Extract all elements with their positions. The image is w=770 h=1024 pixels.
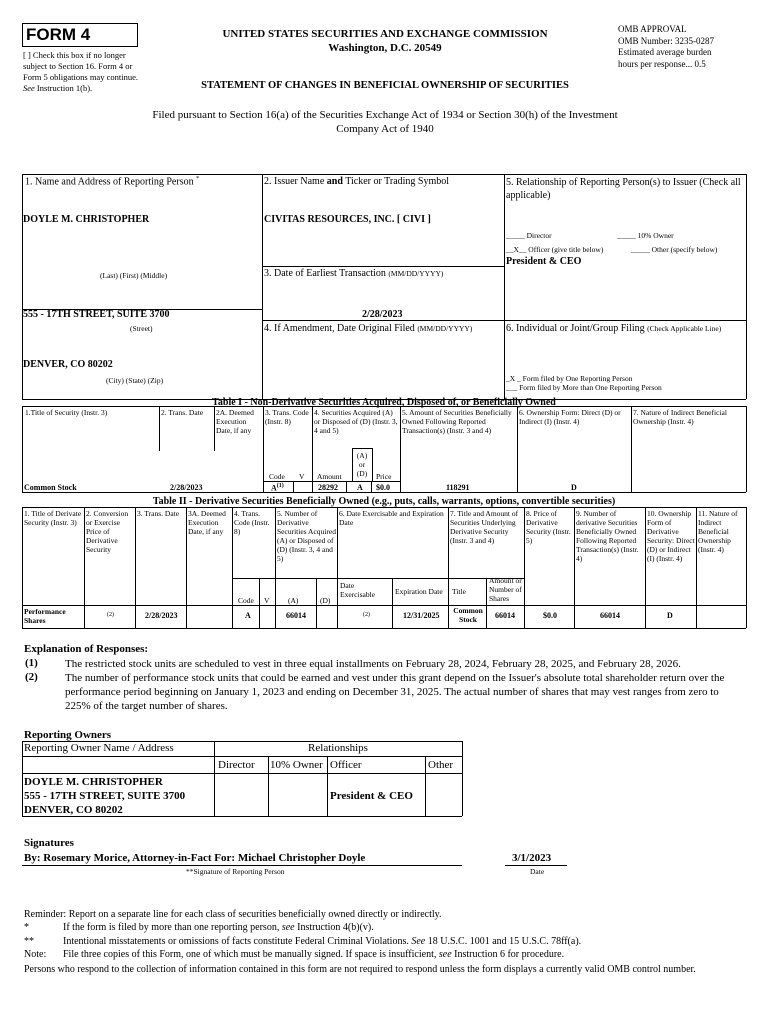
reminder-star-text: If the form is filed by more than one reporting person, see Instruction 4(b)(v). [63,922,374,933]
reporting-person-street: 555 - 17TH STREET, SUITE 3700 [23,309,170,320]
agency-name: UNITED STATES SECURITIES AND EXCHANGE COMMISSION Washington, D.C. 20549 [222,28,548,54]
t1-form: D [571,483,577,492]
one-person-option[interactable]: _X _ Form filed by One Reporting Person [506,374,633,383]
reporting-person-label: 1. Name and Address of Reporting Person * [25,176,200,188]
t2-h-form: 10. Ownership Form of Derivative Security: Direct (D) or Indirect (I) (Instr. 4) [647,509,695,563]
form-title: FORM 4 [26,25,91,44]
t2-conv: (2) [107,612,114,618]
t2-h-owned: 9. Number of derivative Securities Beneficially Owned Following Reported Transaction(s) (Instr. 4) [576,509,639,563]
t1-date: 2/28/2023 [170,483,203,492]
issuer-name: CIVITAS RESOURCES, INC. [ CIVI ] [264,214,431,225]
other-checkbox[interactable]: _____ Other (specify below) [631,245,718,254]
t2-h-exp-sub: Expiration Date [395,587,443,596]
reporting-person-name: DOYLE M. CHRISTOPHER [23,214,150,225]
city-caption: (City) (State) (Zip) [106,376,164,385]
table1-title: Table I - Non-Derivative Securities Acquired, Disposed of, or Beneficially Owned [212,397,556,408]
t2-amount: 66014 [495,611,515,620]
t1-h-code-sub: Code [269,472,285,481]
t2-code: A [245,611,251,620]
t2-h-code: 4. Trans. Code (Instr. 8) [234,509,270,536]
t2-h-a-sub: (A) [288,596,299,605]
owners-col-rel: Relationships [308,742,368,754]
reporting-person-city: DENVER, CO 80202 [23,359,113,370]
owners-col-other: Other [428,759,454,771]
earliest-transaction-label: 3. Date of Earliest Transaction (MM/DD/YYYY) [264,268,444,279]
t1-price: $0.0 [376,483,390,492]
t2-price: $0.0 [543,611,557,620]
t2-form: D [667,611,673,620]
t2-owned: 66014 [600,611,620,620]
owners-heading: Reporting Owners [24,729,112,741]
t2-h-nature: 11. Nature of Indirect Beneficial Ownership (Instr. 4) [698,509,738,554]
t2-a: 66014 [286,611,306,620]
t1-amount: 28292 [318,483,338,492]
signature-by: By: Rosemary Morice, Attorney-in-Fact For: Michael Christopher Doyle [24,852,366,864]
relationship-label: 5. Relationship of Reporting Person(s) to Issuer (Check all applicable) [506,177,741,201]
t1-h-owned: 5. Amount of Securities Beneficially Owned Following Reported Transaction(s) (Instr. 3 and 4) [402,408,512,435]
t2-h-number: 5. Number of Derivative Securities Acquired (A) or Disposed of (D) (Instr. 3, 4 and 5) [277,509,336,563]
t2-exp: 12/31/2025 [403,611,440,620]
statement-title: STATEMENT OF CHANGES IN BENEFICIAL OWNERSHIP OF SECURITIES [201,80,569,91]
t2-h-deemed: 3A. Deemed Execution Date, if any [188,509,226,536]
omb-approval: OMB APPROVAL OMB Number: 3235-0287 Estimated average burden hours per response... 0.5 [618,24,714,69]
officer-checkbox[interactable]: __X__ Officer (give title below) [506,245,604,254]
owners-col-ten: 10% Owner [270,759,323,771]
footnote-2-num: (2) [25,671,38,683]
t2-dateex: (2) [363,612,370,618]
reminder-omb-notice: Persons who respond to the collection of information contained in this form are not required to respond unless the form displays a currently valid OMB control number. [24,964,696,975]
reminder-note-mark: Note: [24,949,47,960]
t2-title: Common Stock [453,606,483,624]
t1-security: Common Stock [24,483,77,492]
t2-date: 2/28/2023 [145,611,178,620]
owner-name: DOYLE M. CHRISTOPHER 555 - 17TH STREET, SUITE 3700 DENVER, CO 80202 [24,776,186,816]
earliest-transaction-date: 2/28/2023 [362,309,403,320]
t1-h-deemed: 2A. Deemed Execution Date, if any [216,408,254,435]
t1-h-form: 6. Ownership Form: Direct (D) or Indirect (I) (Instr. 4) [519,408,621,426]
multi-person-option[interactable]: ___ Form filed by More than One Reporting Person [506,383,662,392]
amendment-label: 4. If Amendment, Date Original Filed (MM/DD/YYYY) [264,323,473,334]
t2-security: Performance Shares [24,607,66,625]
t1-h-nature: 7. Nature of Indirect Beneficial Ownership (Instr. 4) [633,408,727,426]
t1-h-title: 1.Title of Security (Instr. 3) [25,408,108,417]
t1-owned: 118291 [446,483,470,492]
t1-h-price-sub: Price [376,472,392,481]
t2-h-exercisable: 6. Date Exercisable and Expiration Date [339,509,444,527]
t2-h-conv: 2. Conversion or Exercise Price of Derivative Security [86,509,129,554]
form-title-box [22,23,138,47]
t2-h-title: 1. Title of Derivate Security (Instr. 3) [24,509,82,527]
date-caption: Date [530,867,545,876]
t2-h-v-sub: V [264,596,270,605]
t2-h-d-sub: (D) [320,596,331,605]
issuer-label: 2. Issuer Name and Ticker or Trading Symbol [264,176,450,187]
table2-title: Table II - Derivative Securities Beneficially Owned (e.g., puts, calls, warrants, options, convertible securities) [152,496,616,507]
footnote-1-num: (1) [25,657,38,669]
director-checkbox[interactable]: _____ Director [506,231,552,240]
street-caption: (Street) [130,324,153,333]
reminder-line: Reminder: Report on a separate line for each class of securities beneficially owned directly or indirectly. [24,909,442,920]
signatures-heading: Signatures [24,837,74,849]
reminder-dstar-text: Intentional misstatements or omissions of facts constitute Federal Criminal Violations. See 18 U.S.C. 1001 and 15 U.S.C. 78ff(a). [63,936,582,947]
t2-h-amount-sub: Amount or Number of Shares [489,576,522,603]
t1-aord: A [357,483,363,492]
t1-h-v-sub: V [299,472,305,481]
t1-h-code: 3. Trans. Code (Instr. 8) [265,408,309,426]
explanation-heading: Explanation of Responses: [24,643,149,655]
t2-h-dateex-sub: Date Exercisable [340,581,375,599]
reminder-star-mark: * [24,922,29,933]
owners-col-name: Reporting Owner Name / Address [24,742,174,754]
owners-col-officer: Officer [330,759,362,771]
t2-h-underlying: 7. Title and Amount of Securities Underlying Derivative Security (Instr. 3 and 4) [450,509,519,545]
t2-h-title-sub: Title [452,587,466,596]
t1-h-aord-sub: (A) or (D) [356,451,368,478]
t1-code: $A^{(1)}$ [271,483,284,493]
t2-h-price: 8. Price of Derivative Security (Instr. 5) [526,509,571,545]
t2-h-date: 3. Trans. Date [137,509,180,518]
filed-pursuant: Filed pursuant to Section 16(a) of the Securities Exchange Act of 1934 or Section 30(h) of the Investment Company Act of 1940 [152,109,618,135]
name-caption: (Last) (First) (Middle) [100,271,168,280]
owners-col-director: Director [218,759,255,771]
t1-h-date: 2. Trans. Date [161,408,204,417]
owner-officer-title: President & CEO [330,790,413,802]
reminder-note-text: File three copies of this Form, one of which must be manually signed. If space is insufficient, see Instruction 6 for procedure. [63,949,565,960]
reminder-dstar-mark: ** [24,936,34,947]
signature-date: 3/1/2023 [512,852,552,864]
officer-title: President & CEO [506,256,582,267]
t1-h-amount-sub: Amount [317,472,342,481]
filing-type-label: 6. Individual or Joint/Group Filing (Check Applicable Line) [506,323,722,334]
signature-caption: **Signature of Reporting Person [186,867,285,876]
t1-h-acquired: 4. Securities Acquired (A) or Disposed of (D) (Instr. 3, 4 and 5) [314,408,398,435]
ten-pct-owner-checkbox[interactable]: _____ 10% Owner [617,231,674,240]
no-longer-subject-checkbox[interactable]: [ ] Check this box if no longer subject to Section 16. Form 4 or Form 5 obligations may continue. See Instruction 1(b). [23,50,138,93]
t2-h-code-sub: Code [238,596,254,605]
footnote-1-text: The restricted stock units are scheduled to vest in three equal installments on February 28, 2024, February 28, 2025, and February 28, 2026. [65,658,681,670]
footnote-2-text: The number of performance stock units that could be earned and vest under this grant depend on the Issuer's absolute total shareholder return over the performance period beginning on January 1, 2023 and ending on December 31, 2025. The actual number of shares that may vest ranges from zero to 225% of the target number of shares. [65,672,725,712]
